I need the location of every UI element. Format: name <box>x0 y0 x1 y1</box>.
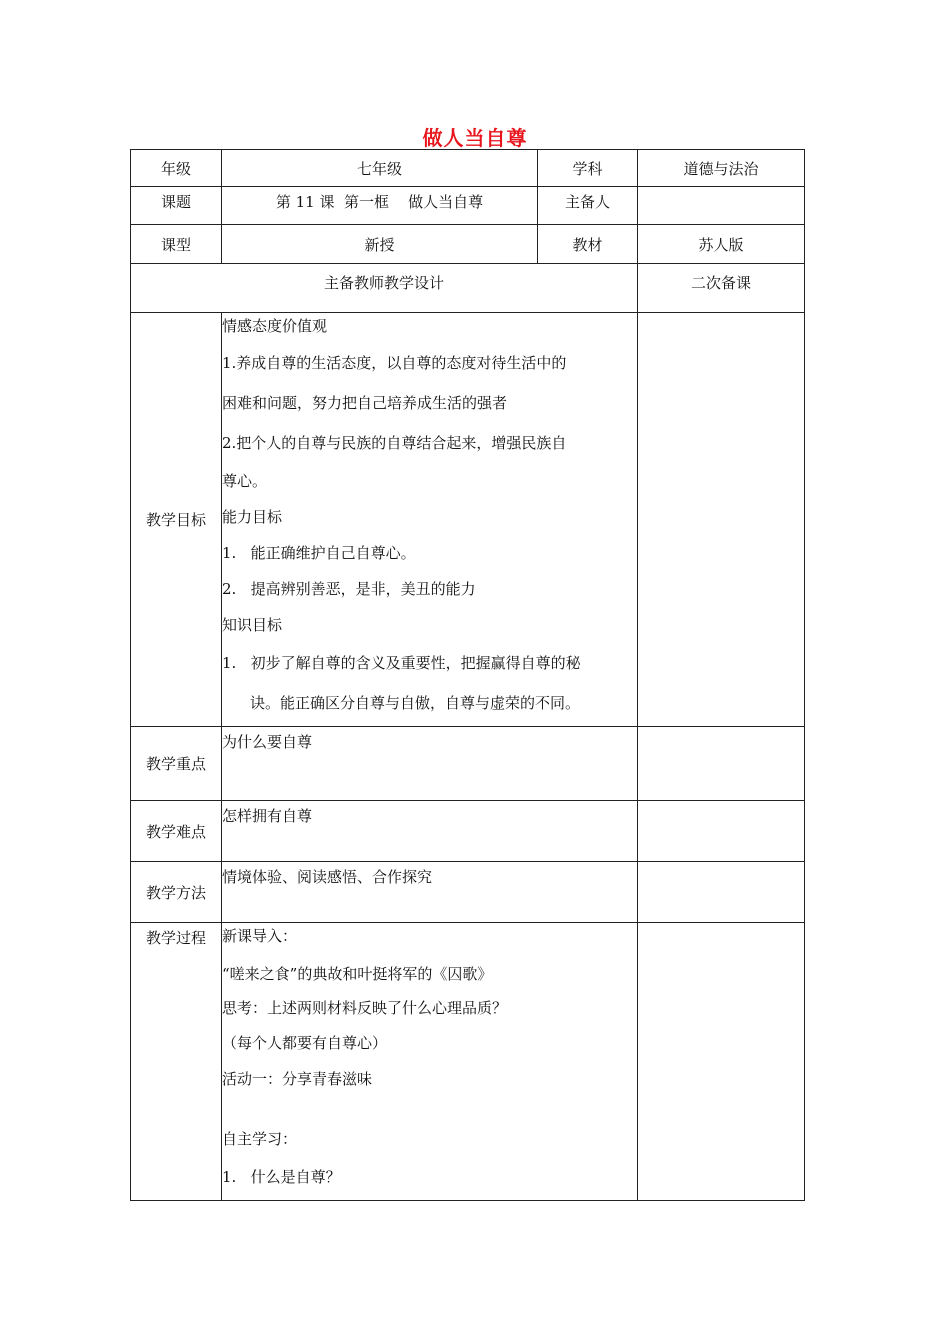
objectives-line: 诀。能正确区分自尊与自傲，自尊与虚荣的不同。 <box>250 694 581 712</box>
grade-value: 七年级 <box>222 150 538 187</box>
difficulty-text: 怎样拥有自尊 <box>222 801 638 862</box>
design-header: 主备教师教学设计 <box>131 264 638 313</box>
objectives-line: 困难和问题，努力把自己培养成生活的强者 <box>222 394 508 412</box>
document-title: 做人当自尊 <box>422 126 528 150</box>
difficulty-row <box>131 801 805 862</box>
second-prep-header: 二次备课 <box>638 264 805 313</box>
topic-value: 第 11 课 第一框 做人当自尊 <box>222 187 538 225</box>
objectives-line: 1.养成自尊的生活态度，以自尊的态度对待生活中的 <box>222 354 567 372</box>
objectives-second-prep <box>638 313 805 727</box>
objectives-row <box>131 313 805 727</box>
grade-row <box>131 150 805 187</box>
process-content <box>222 923 638 1201</box>
grade-label: 年级 <box>131 150 222 187</box>
objectives-label: 教学目标 <box>131 313 222 727</box>
key-point-row <box>131 727 805 801</box>
process-line: 思考：上述两则材料反映了什么心理品质？ <box>222 999 508 1017</box>
process-line: （每个人都要有自尊心） <box>222 1034 388 1052</box>
topic-label: 课题 <box>131 187 222 225</box>
method-row <box>131 862 805 923</box>
method-text: 情境体验、阅读感悟、合作探究 <box>222 862 638 923</box>
objectives-content <box>222 313 638 727</box>
difficulty-label: 教学难点 <box>131 801 222 862</box>
key-point-second-prep <box>638 727 805 801</box>
objectives-line: 情感态度价值观 <box>222 317 328 335</box>
process-line: 自主学习： <box>222 1130 298 1148</box>
process-line: “嗟来之食”的典故和叶挺将军的《囚歌》 <box>222 965 493 983</box>
key-point-label: 教学重点 <box>131 727 222 801</box>
process-label: 教学过程 <box>131 923 222 1201</box>
type-row <box>131 225 805 264</box>
topic-row <box>131 187 805 225</box>
process-second-prep <box>638 923 805 1201</box>
objectives-line: 2.把个人的自尊与民族的自尊结合起来，增强民族自 <box>222 434 567 452</box>
lesson-plan-table <box>130 149 805 1201</box>
objectives-line: 1. 初步了解自尊的含义及重要性，把握赢得自尊的秘 <box>222 654 581 672</box>
process-line: 新课导入： <box>222 927 298 945</box>
subject-label: 学科 <box>538 150 638 187</box>
preparer-label: 主备人 <box>538 187 638 225</box>
objectives-line: 尊心。 <box>222 472 268 490</box>
objectives-line: 2. 提高辨别善恶，是非，美丑的能力 <box>222 580 476 598</box>
textbook-label: 教材 <box>538 225 638 264</box>
subject-value: 道德与法治 <box>638 150 805 187</box>
process-row <box>131 923 805 1201</box>
process-line: 活动一：分享青春滋味 <box>222 1070 373 1088</box>
type-value: 新授 <box>222 225 538 264</box>
objectives-line: 能力目标 <box>222 508 283 526</box>
objectives-line: 知识目标 <box>222 616 283 634</box>
type-label: 课型 <box>131 225 222 264</box>
preparer-value <box>638 187 805 225</box>
process-line <box>222 1097 637 1119</box>
difficulty-second-prep <box>638 801 805 862</box>
textbook-value: 苏人版 <box>638 225 805 264</box>
method-label: 教学方法 <box>131 862 222 923</box>
key-point-text: 为什么要自尊 <box>222 727 638 801</box>
design-header-row <box>131 264 805 313</box>
method-second-prep <box>638 862 805 923</box>
objectives-line: 1. 能正确维护自己自尊心。 <box>222 544 416 562</box>
process-line: 1. 什么是自尊？ <box>222 1168 341 1186</box>
